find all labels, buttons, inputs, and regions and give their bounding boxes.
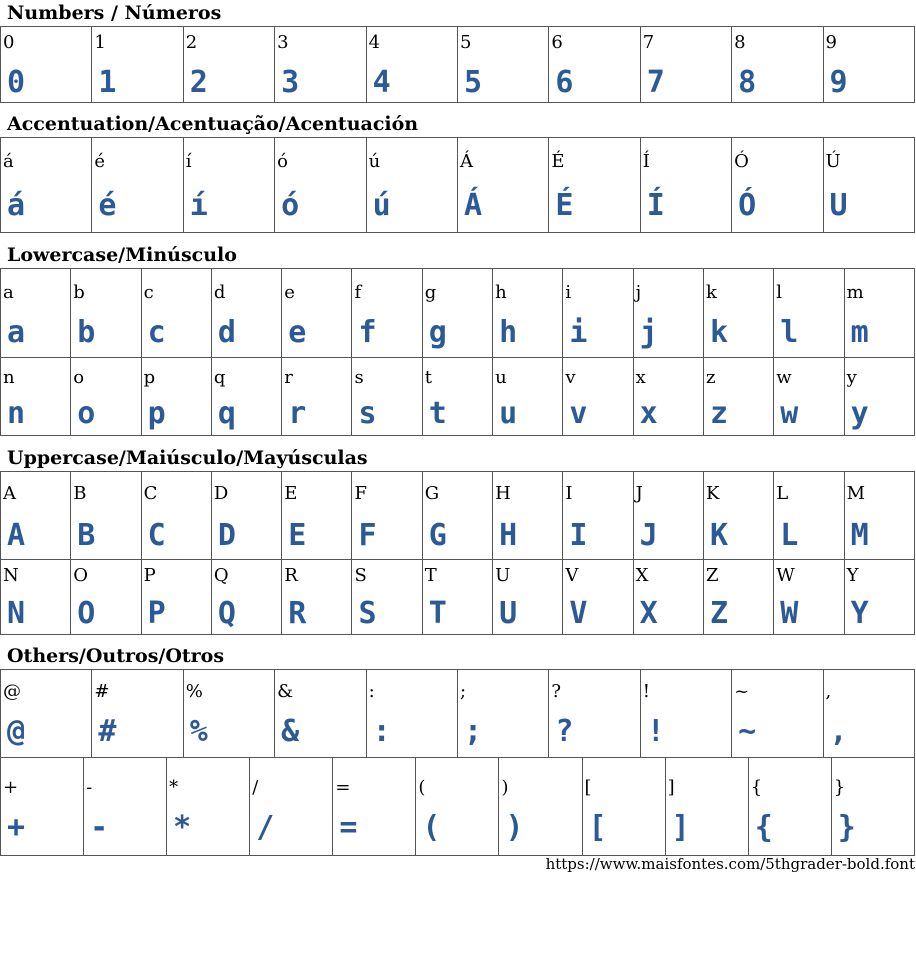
character-label: = [335, 777, 351, 798]
character-label: F [354, 483, 367, 504]
font-glyph-sample: @ [7, 714, 26, 749]
font-glyph-sample: Á [463, 188, 483, 223]
character-label: C [143, 483, 158, 504]
font-glyph-sample: - [90, 810, 109, 845]
font-glyph-sample: + [7, 810, 26, 845]
font-glyph-sample: J [639, 518, 658, 553]
font-glyph-sample: á [7, 188, 26, 223]
font-glyph-sample: } [837, 810, 856, 845]
glyph-cell [563, 358, 633, 436]
glyph-row [1, 670, 915, 758]
character-label: P [143, 565, 156, 586]
character-label: 8 [734, 32, 746, 53]
lowercase-grid [0, 268, 915, 436]
font-glyph-sample: 7 [646, 65, 665, 100]
character-label: M [846, 483, 865, 504]
font-glyph-sample: & [281, 714, 300, 749]
font-glyph-sample: R [288, 596, 307, 631]
character-label: 6 [551, 32, 563, 53]
character-label: t [424, 367, 433, 388]
character-label: p [143, 367, 156, 388]
glyph-cell [1, 27, 92, 103]
character-label: ! [642, 681, 650, 702]
glyph-cell [703, 269, 773, 358]
font-glyph-sample: p [147, 396, 166, 431]
font-source-url[interactable]: https://www.maisfontes.com/5thgrader-bold.font [545, 855, 915, 873]
glyph-cell [422, 269, 492, 358]
glyph-cell [703, 560, 773, 635]
character-label: * [169, 777, 179, 798]
font-glyph-sample: i [569, 315, 588, 350]
character-label: q [213, 367, 226, 388]
font-glyph-sample: T [428, 596, 447, 631]
glyph-cell [422, 358, 492, 436]
character-label: U [495, 565, 511, 586]
font-glyph-sample: C [147, 518, 166, 553]
glyph-row [1, 269, 915, 358]
font-glyph-sample: n [7, 396, 26, 431]
font-glyph-sample: a [7, 315, 26, 350]
font-glyph-sample: * [173, 810, 192, 845]
glyph-cell [831, 758, 914, 856]
glyph-cell [844, 358, 914, 436]
glyph-cell [732, 138, 823, 233]
character-label: b [73, 282, 85, 303]
character-label: S [354, 565, 367, 586]
glyph-cell [416, 758, 499, 856]
glyph-cell [493, 358, 563, 436]
character-label: @ [3, 681, 21, 702]
font-glyph-sample: X [639, 596, 658, 631]
glyph-cell [1, 358, 71, 436]
font-glyph-sample: k [709, 315, 729, 350]
character-label: + [3, 777, 19, 798]
glyph-cell [141, 560, 211, 635]
font-glyph-sample: ó [281, 188, 300, 223]
character-label: i [565, 282, 572, 303]
glyph-cell [823, 138, 914, 233]
glyph-cell [633, 358, 703, 436]
font-glyph-sample: ~ [738, 714, 757, 749]
character-label: É [551, 151, 565, 172]
glyph-cell [333, 758, 416, 856]
glyph-cell [92, 138, 183, 233]
glyph-cell [633, 269, 703, 358]
glyph-cell [640, 670, 731, 758]
font-glyph-sample: % [189, 714, 208, 749]
glyph-cell [499, 758, 582, 856]
glyph-cell [167, 758, 250, 856]
glyph-cell [640, 138, 731, 233]
glyph-row [1, 358, 915, 436]
font-glyph-sample: ú [372, 188, 391, 223]
font-glyph-sample: / [256, 810, 275, 845]
font-glyph-sample: q [217, 396, 236, 431]
glyph-cell [774, 358, 844, 436]
glyph-cell [1, 269, 71, 358]
glyph-cell [422, 560, 492, 635]
character-label: 0 [3, 32, 15, 53]
glyph-cell [141, 472, 211, 560]
font-glyph-sample: 0 [7, 65, 26, 100]
font-glyph-sample: Z [709, 596, 729, 631]
character-label: - [86, 777, 93, 798]
section-title: Lowercase/Minúsculo [7, 244, 237, 266]
character-label: s [354, 367, 364, 388]
font-glyph-sample: 8 [738, 65, 757, 100]
glyph-row [1, 27, 915, 103]
glyph-cell [665, 758, 748, 856]
section-title: Accentuation/Acentuação/Acentuación [7, 113, 419, 135]
glyph-cell [84, 758, 167, 856]
glyph-cell [211, 472, 281, 560]
character-label: v [565, 367, 576, 388]
character-label: r [284, 367, 293, 388]
font-glyph-sample: # [98, 714, 117, 749]
glyph-cell [366, 670, 457, 758]
glyph-cell [366, 27, 457, 103]
font-glyph-sample: y [850, 396, 869, 431]
font-glyph-sample: j [639, 315, 658, 350]
character-label: I [565, 483, 573, 504]
font-glyph-sample: O [77, 596, 96, 631]
font-glyph-sample: F [358, 518, 377, 553]
character-label: G [424, 483, 440, 504]
font-glyph-sample: l [780, 315, 799, 350]
glyph-cell [732, 27, 823, 103]
font-glyph-sample: 5 [463, 65, 483, 100]
character-label: { [750, 777, 763, 798]
font-glyph-sample: 4 [372, 65, 391, 100]
font-glyph-sample: U [499, 596, 518, 631]
font-glyph-sample: o [77, 396, 96, 431]
glyph-cell [211, 358, 281, 436]
glyph-cell [1, 472, 71, 560]
character-label: á [3, 151, 14, 172]
font-glyph-sample: D [217, 518, 236, 553]
character-label: : [368, 681, 375, 702]
glyph-cell [563, 269, 633, 358]
character-label: ; [459, 681, 467, 702]
font-glyph-sample: N [7, 596, 26, 631]
character-label: f [354, 282, 362, 303]
glyph-cell [844, 560, 914, 635]
character-label: x [635, 367, 646, 388]
font-glyph-sample: U [829, 188, 848, 223]
font-glyph-sample: { [754, 810, 773, 845]
glyph-cell [141, 358, 211, 436]
glyph-cell [352, 472, 422, 560]
glyph-cell [457, 138, 548, 233]
character-label: a [3, 282, 14, 303]
font-glyph-sample: W [780, 596, 799, 631]
character-label: L [776, 483, 789, 504]
font-glyph-sample: 1 [98, 65, 117, 100]
character-label: d [213, 282, 226, 303]
glyph-cell [250, 758, 333, 856]
glyph-cell [549, 670, 640, 758]
character-label: [ [584, 777, 592, 798]
font-glyph-sample: I [569, 518, 588, 553]
character-label: Ú [825, 151, 841, 172]
section-title: Numbers / Números [7, 2, 222, 24]
character-label: W [776, 565, 795, 586]
character-label: 7 [642, 32, 655, 53]
font-glyph-sample: G [428, 518, 447, 553]
font-glyph-sample: s [358, 396, 377, 431]
font-glyph-sample: 6 [555, 65, 574, 100]
glyph-cell [282, 560, 352, 635]
glyph-cell [563, 560, 633, 635]
character-label: m [846, 282, 864, 303]
font-glyph-sample: 2 [189, 65, 208, 100]
font-glyph-sample: A [7, 518, 26, 553]
glyph-cell [282, 269, 352, 358]
font-glyph-sample: x [639, 396, 658, 431]
character-label: w [776, 367, 792, 388]
glyph-cell [633, 560, 703, 635]
character-label: c [143, 282, 154, 303]
font-glyph-sample: w [780, 396, 799, 431]
glyph-cell [549, 138, 640, 233]
character-label: u [495, 367, 507, 388]
character-label: ) [501, 777, 509, 798]
glyph-cell [774, 560, 844, 635]
font-glyph-sample: Y [850, 596, 869, 631]
glyph-cell [549, 27, 640, 103]
glyph-cell [633, 472, 703, 560]
character-label: é [94, 151, 106, 172]
font-glyph-sample: E [288, 518, 307, 553]
font-glyph-sample: Q [217, 596, 236, 631]
glyph-cell [1, 758, 84, 856]
character-label: Í [642, 151, 650, 172]
font-glyph-sample: é [98, 188, 117, 223]
glyph-row [1, 138, 915, 233]
font-glyph-sample: É [555, 188, 574, 223]
glyph-cell [823, 670, 914, 758]
character-label: 5 [459, 32, 472, 53]
font-glyph-sample: V [569, 596, 588, 631]
glyph-cell [703, 358, 773, 436]
glyph-cell [211, 560, 281, 635]
uppercase-grid [0, 471, 915, 635]
font-glyph-sample: P [147, 596, 166, 631]
character-label: g [424, 282, 437, 303]
character-label: y [846, 367, 857, 388]
font-glyph-sample: m [850, 315, 869, 350]
glyph-cell [71, 269, 141, 358]
font-glyph-sample: u [499, 396, 518, 431]
character-label: ] [667, 777, 675, 798]
glyph-cell [844, 269, 914, 358]
section-title: Others/Outros/Otros [7, 645, 225, 667]
glyph-cell [823, 27, 914, 103]
glyph-cell [71, 472, 141, 560]
glyph-cell [211, 269, 281, 358]
glyph-row [1, 472, 915, 560]
accentuation-grid [0, 137, 915, 233]
glyph-cell [92, 670, 183, 758]
glyph-cell [71, 358, 141, 436]
font-glyph-sample: b [77, 315, 96, 350]
font-glyph-sample: ; [463, 714, 483, 749]
font-glyph-sample: , [829, 714, 848, 749]
character-label: ? [551, 681, 561, 702]
character-label: B [73, 483, 87, 504]
character-label: % [185, 681, 203, 702]
character-label: / [252, 777, 259, 798]
font-glyph-sample: t [428, 396, 447, 431]
font-glyph-sample: B [77, 518, 96, 553]
glyph-row [1, 758, 915, 856]
glyph-cell [703, 472, 773, 560]
character-label: ú [368, 151, 381, 172]
character-label: 2 [185, 32, 198, 53]
character-label: Ó [734, 151, 749, 172]
glyph-cell [774, 269, 844, 358]
glyph-cell [141, 269, 211, 358]
character-label: Q [213, 565, 229, 586]
character-label: R [284, 565, 298, 586]
glyph-cell [366, 138, 457, 233]
glyph-row [1, 560, 915, 635]
font-glyph-sample: M [850, 518, 869, 553]
character-label: , [825, 681, 832, 702]
character-label: K [705, 483, 720, 504]
character-label: 4 [368, 32, 381, 53]
character-label: n [3, 367, 15, 388]
glyph-cell [1, 560, 71, 635]
font-glyph-sample: H [499, 518, 518, 553]
font-glyph-sample: ] [671, 810, 690, 845]
character-label: e [284, 282, 295, 303]
font-glyph-sample: Í [646, 188, 665, 223]
font-glyph-sample: e [288, 315, 307, 350]
glyph-cell [493, 472, 563, 560]
font-glyph-sample: ( [422, 810, 441, 845]
font-glyph-sample: L [780, 518, 799, 553]
font-glyph-sample: S [358, 596, 377, 631]
font-glyph-sample: [ [588, 810, 607, 845]
character-label: Á [459, 151, 473, 172]
glyph-cell [92, 27, 183, 103]
font-glyph-sample: : [372, 714, 391, 749]
others-grid-2 [0, 757, 915, 856]
character-label: J [635, 483, 643, 504]
character-label: Z [705, 565, 719, 586]
character-label: } [833, 777, 846, 798]
character-label: j [635, 282, 642, 303]
glyph-cell [457, 670, 548, 758]
glyph-cell [563, 472, 633, 560]
glyph-cell [282, 472, 352, 560]
font-glyph-sample: ? [555, 714, 574, 749]
character-label: V [565, 565, 579, 586]
character-label: & [277, 681, 294, 702]
character-label: T [424, 565, 437, 586]
character-label: H [495, 483, 511, 504]
character-label: Y [846, 565, 859, 586]
character-label: o [73, 367, 85, 388]
character-label: O [73, 565, 89, 586]
character-label: h [495, 282, 507, 303]
glyph-cell [183, 27, 274, 103]
font-glyph-sample: f [358, 315, 377, 350]
character-label: N [3, 565, 19, 586]
font-glyph-sample: í [189, 188, 208, 223]
font-glyph-sample: K [709, 518, 729, 553]
glyph-cell [352, 358, 422, 436]
glyph-cell [844, 472, 914, 560]
font-glyph-sample: 9 [829, 65, 848, 100]
glyph-cell [732, 670, 823, 758]
character-label: í [185, 151, 192, 172]
font-glyph-sample: c [147, 315, 166, 350]
others-grid-1 [0, 669, 915, 758]
character-label: z [705, 367, 716, 388]
character-label: # [94, 681, 110, 702]
glyph-cell [71, 560, 141, 635]
glyph-cell [275, 138, 366, 233]
glyph-cell [1, 138, 92, 233]
glyph-cell [275, 27, 366, 103]
font-glyph-sample: r [288, 396, 307, 431]
glyph-cell [282, 358, 352, 436]
section-title: Uppercase/Maiúsculo/Mayúsculas [7, 447, 368, 469]
glyph-cell [352, 560, 422, 635]
glyph-cell [582, 758, 665, 856]
glyph-cell [422, 472, 492, 560]
character-label: 1 [94, 32, 106, 53]
character-label: ( [418, 777, 426, 798]
glyph-cell [493, 269, 563, 358]
glyph-cell [352, 269, 422, 358]
character-label: 3 [277, 32, 289, 53]
font-glyph-sample: ! [646, 714, 665, 749]
glyph-cell [493, 560, 563, 635]
glyph-cell [183, 138, 274, 233]
character-label: k [705, 282, 717, 303]
font-glyph-sample: g [428, 315, 447, 350]
character-label: l [776, 282, 783, 303]
glyph-cell [457, 27, 548, 103]
font-glyph-sample: v [569, 396, 588, 431]
character-label: ó [277, 151, 289, 172]
font-glyph-sample: h [499, 315, 518, 350]
character-label: D [213, 483, 229, 504]
font-glyph-sample: = [339, 810, 358, 845]
glyph-cell [275, 670, 366, 758]
font-glyph-sample: ) [505, 810, 524, 845]
glyph-cell [748, 758, 831, 856]
character-label: E [284, 483, 298, 504]
font-glyph-sample: Ó [738, 188, 757, 223]
character-label: X [635, 565, 649, 586]
character-label: A [3, 483, 16, 504]
character-label: 9 [825, 32, 837, 53]
font-glyph-sample: d [217, 315, 236, 350]
glyph-cell [1, 670, 92, 758]
glyph-cell [183, 670, 274, 758]
font-glyph-sample: 3 [281, 65, 300, 100]
character-label: ~ [734, 681, 750, 702]
numbers-grid [0, 26, 915, 103]
glyph-cell [640, 27, 731, 103]
glyph-cell [774, 472, 844, 560]
font-glyph-sample: z [709, 396, 729, 431]
